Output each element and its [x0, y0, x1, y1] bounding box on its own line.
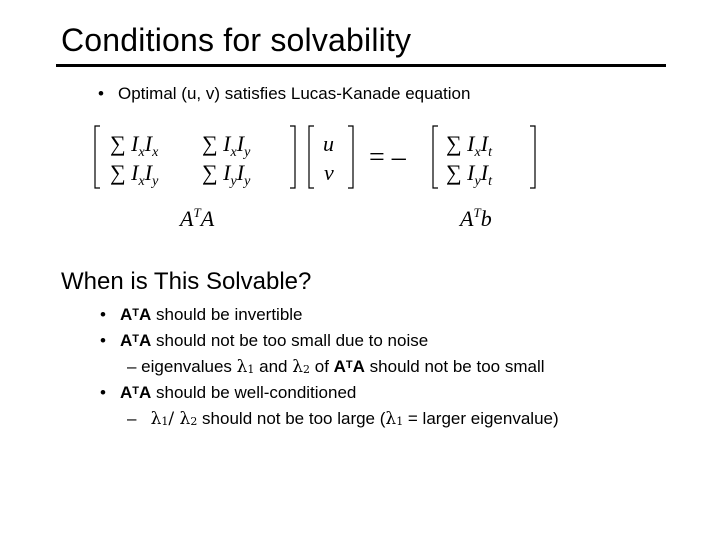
- bullet-dot: •: [100, 331, 106, 350]
- intro-bullet-text: Optimal (u, v) satisfies Lucas-Kanade equation: [118, 84, 471, 103]
- sub-list-item: [100, 354, 559, 380]
- vector-u: u: [323, 131, 334, 156]
- sub-prefix: – eigenvalues: [127, 357, 237, 376]
- sub-text: should not be too large (: [197, 409, 386, 428]
- bracket-uv-open: [309, 126, 314, 188]
- list-item: [100, 328, 559, 354]
- lambda-1: $\lambda_1$: [385, 409, 404, 429]
- matrix-cell-ixiy-bottom: ∑ $I_xI_y$: [110, 160, 159, 189]
- sub-text: = larger eigenvalue): [403, 409, 559, 428]
- intro-bullet: [98, 84, 470, 104]
- list-item-text: should be invertible: [151, 305, 303, 324]
- list-item-text: should not be too small due to noise: [151, 331, 429, 350]
- bracket-rhs-open: [433, 126, 438, 188]
- matrix-cell-ixix: ∑ $I_xI_x$: [110, 131, 159, 160]
- bullet-dot: •: [100, 383, 106, 402]
- ata-term: $A^TA$: [120, 305, 152, 324]
- sub-list-item: [100, 406, 559, 432]
- list-item: [100, 380, 559, 406]
- slide-title: Conditions for solvability: [61, 22, 412, 58]
- matrix-cell-iyiy: ∑ $I_yI_y$: [202, 160, 251, 189]
- conditions-list: [100, 302, 559, 432]
- ata-term: $A^TA$: [120, 331, 152, 350]
- sub-text: and: [254, 357, 293, 376]
- list-item-text: should be well-conditioned: [151, 383, 357, 402]
- sub-text: of: [310, 357, 334, 376]
- equals-minus: = –: [369, 142, 406, 173]
- lucas-kanade-equation: [92, 118, 552, 238]
- bracket-left-open: [95, 126, 100, 188]
- bracket-uv-close: [348, 126, 353, 188]
- label-ata: $A^TA$: [180, 205, 215, 231]
- lambda-1: $\lambda_1$: [236, 357, 255, 377]
- rhs-ixit: ∑ $I_xI_t$: [446, 131, 492, 160]
- bullet-dot: •: [100, 305, 106, 324]
- list-item: [100, 302, 559, 328]
- lambda-ratio: $\lambda_1/$ $\lambda_2$: [150, 409, 198, 429]
- title-underline: [56, 64, 666, 67]
- vector-v: v: [324, 160, 334, 185]
- matrix-cell-ixiy-top: ∑ $I_xI_y$: [202, 131, 251, 160]
- rhs-iyit: ∑ $I_yI_t$: [446, 160, 492, 189]
- lambda-2: $\lambda_2$: [292, 357, 311, 377]
- section-heading: When is This Solvable?: [61, 268, 312, 295]
- equation-svg: [92, 118, 552, 238]
- ata-term: $A^TA$: [333, 357, 365, 376]
- bracket-rhs-close: [530, 126, 535, 188]
- sub-text: should not be too small: [364, 357, 545, 376]
- label-atb: $A^Tb$: [460, 205, 492, 231]
- ata-term: $A^TA$: [120, 383, 152, 402]
- sub-prefix: –: [127, 409, 142, 428]
- bracket-left-close: [290, 126, 295, 188]
- bullet-dot: •: [98, 84, 104, 103]
